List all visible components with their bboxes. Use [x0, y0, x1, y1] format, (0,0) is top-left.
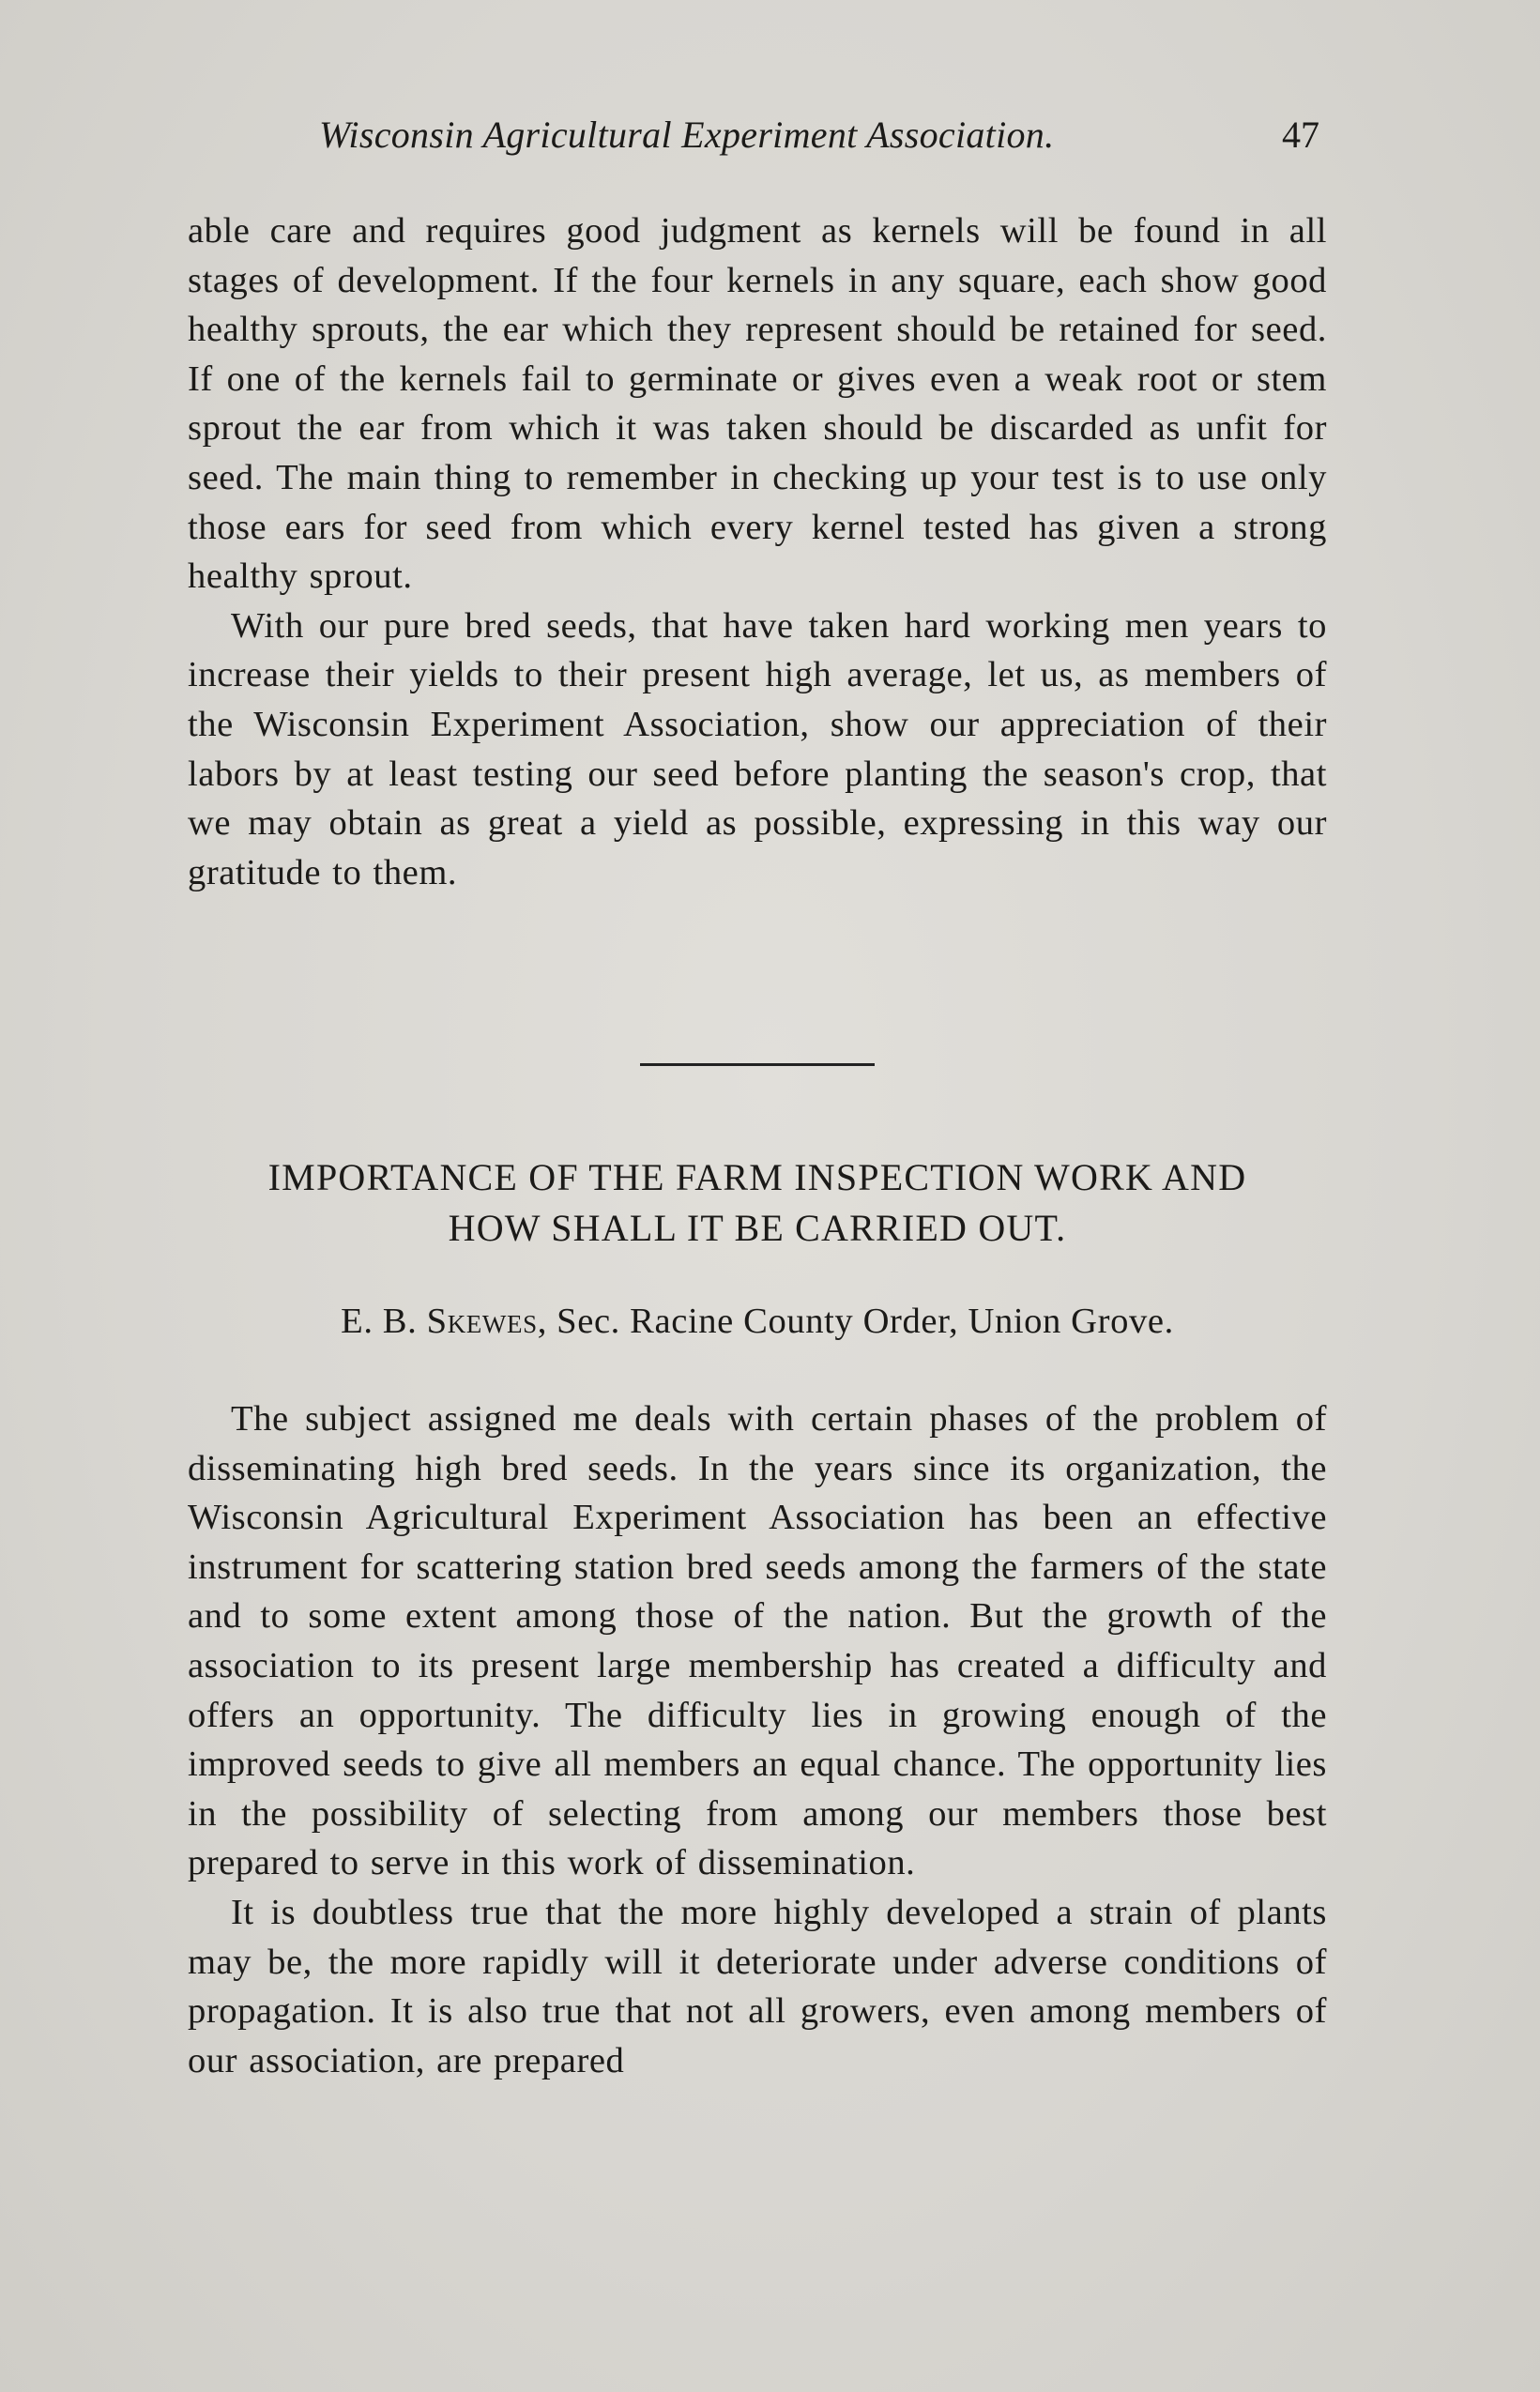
paragraph: able care and requires good judgment as kernels will be found in all stages of development. If the four kernels in any square, each show good healthy sprouts, the ear which they represent should be retained for seed. If one of the kernels fail to germinate or gives even a weak root or stem sprout the ear from which it was taken should be discarded as unfit for seed. The main thing to remember in checking up your test is to use only those ears for seed from which every kernel tested has given a strong healthy sprout. [188, 211, 1327, 597]
running-title: Wisconsin Agricultural Experiment Association. [319, 114, 1055, 156]
running-head [188, 113, 1319, 169]
paragraph: The subject assigned me deals with certain phases of the problem of disseminating high bred seeds. In the years since its organization, the Wisconsin Agricultural Experiment Association has been an effective instrument for scattering station bred seeds among the farmers of the state and to some extent among those of the nation. But the growth of the association to its present large membership has created a difficulty and offers an opportunity. The difficulty lies in growing enough of the improved seeds to give all members an equal chance. The opportunity lies in the possibility of selecting from among our members those best prepared to serve in this work of dissemination. [188, 1399, 1327, 1883]
author-affiliation: , Sec. Racine County Order, Union Grove. [537, 1302, 1174, 1341]
article-title-line-2: HOW SHALL IT BE CARRIED OUT. [448, 1207, 1067, 1249]
article-title [188, 1152, 1327, 1254]
article-title-line-1: IMPORTANCE OF THE FARM INSPECTION WORK AND [267, 1156, 1247, 1198]
article-body [188, 1394, 1327, 2085]
author-surname: Skewes [426, 1302, 538, 1341]
author-byline [188, 1301, 1327, 1342]
page-number: 47 [1282, 114, 1319, 156]
section-divider [640, 1063, 875, 1066]
paragraph: It is doubtless true that the more highly developed a strain of plants may be, the more rapidly will it deteriorate under adverse conditions of propagation. It is also true that not all growers, even among members of our association, are prepared [188, 1892, 1327, 2080]
continued-text-block [188, 206, 1327, 897]
author-initials: E. B. [341, 1302, 418, 1341]
paragraph: With our pure bred seeds, that have taken hard working men years to increase their yields to their present high average, let us, as members of the Wisconsin Experiment Association, show our appreciation of their labors by at least testing our seed before planting the season's crop, that we may obtain as great a yield as possible, expressing in this way our gratitude to them. [188, 605, 1327, 892]
